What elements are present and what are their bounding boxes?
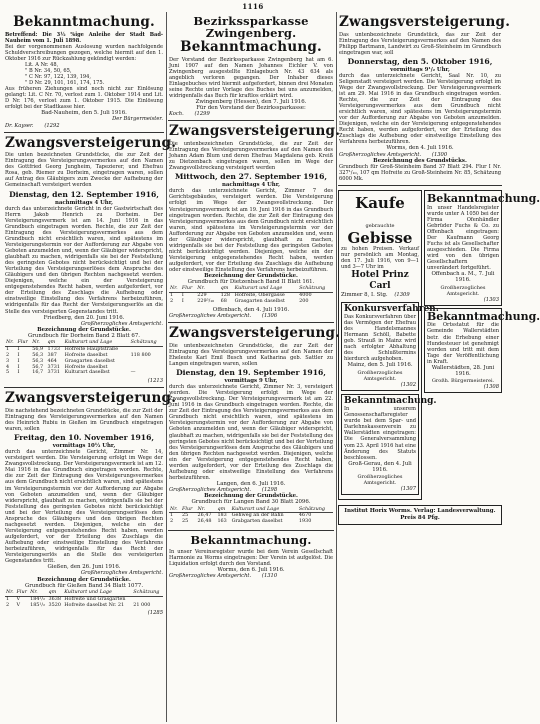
table-cell: 229⁵/₁₀: [197, 298, 215, 305]
ad-kaufe-gebisse: [338, 190, 439, 500]
table-cell: Hofreite daselbst: [64, 363, 108, 370]
column-header: Schätzung: [132, 590, 163, 596]
notice-title: Bekanntmachung.: [180, 39, 322, 55]
notice-body: In unserem Genossenschaftsregister wurde bei dem Spar- und Darlehnskassenverein zu Wallerstädten eingetragen: Die Generalversammlung vom 23. April 1916 hat eine Änderung des Statuts beschlossen.: [344, 406, 416, 461]
notice-body-2: Aus früheren Ziehungen sind noch nicht zur Einlösung gelangt: Lit. C Nr. 70, verlost zum 1. Oktober 1914 und Lit. D Nr. 176, verlost zum 1. Oktober 1915. Die Einlösung erfolgt bei der Stadtkasse hier.: [5, 85, 163, 111]
reference-number: (1302: [400, 381, 416, 388]
reference-number: (1310: [261, 572, 278, 579]
notice-intro: Betreffend: Die 3½ %ige Anleihe der Stadt Bad-Nauheim vom 1. Juli 1898.: [5, 31, 163, 44]
table-cell: 183: [217, 512, 227, 519]
notice-title: Zwangsversteigerung.: [339, 14, 511, 30]
column-header: qm: [220, 286, 234, 292]
table-cell: 184¹/₂: [30, 595, 45, 602]
table-cell: V: [16, 595, 21, 602]
table-cell: I: [17, 363, 20, 370]
column-header: Kulturart und Lage: [63, 590, 132, 596]
property-subheading: Grundbuch für Langen Band 30 Blatt 2096.: [191, 499, 311, 506]
table-cell: 26,48: [197, 518, 212, 525]
column-header: Nr.: [197, 507, 217, 513]
table-cell: 464: [47, 357, 57, 364]
signature-line: Für den Vorstand der Bezirkssparkasse:: [196, 105, 306, 112]
notice-konkursverfahren: [341, 302, 439, 391]
table-cell: 3638: [48, 595, 61, 602]
column-header: Schätzung: [298, 286, 333, 292]
table-cell: 56,9: [32, 346, 44, 353]
property-heading: Bezeichnung der Grundstücke.: [204, 273, 298, 280]
auction-date: Dienstag, den 19. September 1916,: [176, 367, 326, 377]
notice-body: Bei der vorgenommenen Auslosung wurden nachfolgende Schuldverschreibungen gezogen, welche hiermit auf den 1. Oktober 1916 zur Rückzahlung gekündigt werden:: [5, 43, 163, 62]
notice-title: Bekanntmachung.: [13, 14, 155, 30]
property-heading: Bezeichnung der Grundstücke.: [37, 326, 131, 333]
property-subheading: Grundbuch für Dietzenbach Band II Blatt 161.: [187, 279, 315, 286]
table-cell: 4: [6, 363, 10, 370]
page-number: 1116: [242, 2, 264, 11]
property-table: [169, 507, 333, 525]
notice-body: Der Vorstand der Bezirkssparkasse Zwingenberg hat am 6. Juni 1907 auf den Namen Johannes Eichler V. von Zwingenberg ausgestellte Einlagebuch Nr. 43 634 als angeblich verloren gegangen. Der Inhaber dieses Einlagebuches wird hiermit aufgefordert, binnen drei Monaten seine Rechte unter Vorlage des Buches bei uns anzumelden, widrigenfalls das Buch für kraftlos erklärt wird.: [169, 56, 333, 99]
table-cell: 387: [47, 351, 57, 358]
column-header: Kulturart und Lage: [64, 340, 130, 346]
notice-body-2: durch das unterzeichnete Gericht, Zimmer Nr. 3, versteigert werden. Die Versteigerung erfolgt im Wege der Zwangsvollstreckung. Der Versteigerungsvermerk ist am 22. Juni 1916 in das Grundbuch eingetragen worden. Rechte, die zur Zeit der Eintragung des Versteigerungsvermerkes aus dem Grundbuch nicht ersichtlich waren, sind spätestens im Versteigerungstermin vor der Aufforderung zur Abgabe von Geboten anzumelden und, wenn der Gläubiger widerspricht, glaubhaft zu machen, widrigenfalls sie bei der Feststellung des geringsten Gebotes nicht berücksichtigt und bei der Verteilung des Versteigerungserlöses dem Anspruche des Gläubigers und den übrigen Rechten nachgesetzt werden. Diejenigen, welche ein der Versteigerung entgegenstehendes Recht haben, werden aufgefordert, vor der Erteilung des Zuschlags die Aufhebung oder einstweilige Einstellung des Verfahrens herbeizuführen.: [169, 384, 333, 481]
property-table: [5, 590, 163, 608]
notice-title: Zwangsversteigerung.: [5, 134, 177, 151]
court-name: Großherzogliches Amtsgericht.: [169, 487, 252, 494]
table-cell: Hofreite daselbst Nr. 21: [64, 601, 125, 608]
column-header: Nr.: [196, 286, 219, 292]
table-cell: 1: [170, 292, 174, 299]
reference-number: (1292: [44, 122, 60, 129]
notice-vereinsregister: [168, 531, 334, 582]
table-cell: 118 800: [130, 351, 151, 358]
column-header: Nr.: [31, 340, 46, 346]
printer-footer: Institut Horix Worms. Verlag: Landesverwaltung. Preis 84 Pfg.: [338, 505, 502, 525]
column-header: Nr.: [5, 340, 16, 346]
column-header: qm: [48, 590, 64, 596]
table-cell: I: [17, 351, 20, 358]
column-header: Kulturart und Lage: [234, 286, 299, 292]
property-heading: Bezeichnung der Grundstücke.: [204, 493, 298, 500]
notice-zwangsversteigerung-dietzenbach: [168, 121, 341, 323]
table-row: [169, 299, 333, 305]
table-cell: Grabgarten daselbst: [231, 518, 283, 525]
table-cell: 4670: [298, 512, 312, 519]
property-subheading: Grundbuch für Gießen Band 34 Blatt 1077.: [24, 582, 144, 589]
table-cell: Hofreite, Obergasse: [234, 292, 285, 299]
sender: Der Bürgermeister.: [112, 116, 163, 123]
notice-body: Die Ortsstatut für die Gemeinde Wallerstädten betr. die Erhebung einer Hundesteuer ist genehmigt worden und tritt mit dem Tage der Veröffentlichung in Kraft.: [427, 322, 499, 365]
notice-title: Bekanntmachung.: [427, 192, 540, 206]
table-cell: I: [17, 369, 20, 376]
notice-body: Die untenbezeichneten Grundstücke, die zur Zeit der Eintragung des Versteigerungsvermerkes auf den Namen der Eheleute Karl Emil Busch und Katharina geb. Sattler zu Langen eingetragen waren, sollen: [169, 342, 333, 367]
column-header: Nr.: [169, 507, 181, 513]
notice-hundesteuer: [424, 308, 540, 393]
column-header: Nr.: [6, 588, 14, 595]
court-name: Großherzogliches Amtsgericht.: [80, 320, 163, 327]
column-header: Flur: [181, 507, 197, 513]
reference-number: (1298: [261, 487, 278, 494]
table-cell: 3731: [47, 363, 60, 370]
table-cell: 1930: [298, 518, 312, 525]
table-cell: I: [17, 357, 20, 364]
place-date: Langen, den 6. Juli 1916.: [216, 480, 286, 487]
reference-number: (1306: [261, 313, 278, 320]
table-cell: 5: [6, 369, 10, 376]
notice-bekanntmachung-anleihe: [4, 12, 164, 133]
column-header: Schätzung: [130, 340, 163, 346]
table-cell: 56,7: [32, 363, 44, 370]
table-cell: Grasgarten daselbst: [234, 298, 285, 305]
newspaper-page: [4, 2, 540, 722]
column-header: Nr.: [29, 590, 47, 596]
reference-number: (1299: [194, 111, 210, 118]
court-name: Großherzogliches Amtsgericht.: [80, 570, 163, 577]
table-cell: 2: [170, 518, 174, 525]
signature: Dr. Kayser.: [5, 122, 34, 129]
court-name: Großherzogliches Amtsgericht.: [357, 474, 403, 487]
notice-zwangsversteigerung-giessen: [4, 388, 177, 619]
reference-number: (1300: [431, 151, 448, 158]
place-date: Bad-Nauheim, den 5. Juli 1916.: [41, 110, 127, 117]
signature: Großh. Bürgermeisterei.: [431, 378, 495, 385]
auction-date: Freitag, den 10. November 1916,: [13, 433, 154, 443]
place-date: Offenbach, den 4. Juli 1916.: [212, 306, 290, 313]
notice-body: Das untenbezeichnete Grundstück, das zur Zeit der Eintragung des Versteigerungsvermerkes auf den Namen des Philipp Bartmann, Landwirt zu Groß-Steinheim im Grundbuch eingetragen war, soll: [339, 31, 501, 56]
notice-zwangsversteigerung-dorheim: [4, 133, 177, 389]
notice-body: Das Konkursverfahren über das Vermögen der Ehefrau des Handelsmannes Hermann Schöll, Babette geb. Strauß in Mainz wird nach erfolgter Abhaltung des Schlußtermins hierdurch aufgehoben.: [344, 314, 416, 363]
table-cell: Hofreite und Grasgarten: [64, 595, 126, 602]
table-cell: 25: [182, 518, 189, 525]
ad-headline-kaufe: Kaufe: [355, 194, 405, 213]
place-date: Wallerstädten, 28. Juni 1916.: [431, 364, 495, 377]
table-cell: 16,7: [32, 369, 44, 376]
notice-body: In unser Vereinsregister wurde bei dem Verein Gesellschaft Harmonie zu Worms eingetragen: Der Verein ist aufgelöst. Die Liquidation erfolgt durch den Vorstand.: [169, 548, 333, 567]
table-cell: —: [130, 369, 136, 376]
notice-zwangsversteigerung-langen: [168, 323, 341, 531]
table-cell: 26,47: [197, 512, 212, 519]
table-cell: I: [17, 346, 20, 353]
notice-title: Konkursverfahren.: [344, 303, 439, 314]
table-cell: 1: [6, 346, 10, 353]
notice-genossenschaftsregister: [341, 394, 437, 495]
table-cell: Hofreite daselbst: [64, 351, 108, 358]
table-cell: I: [181, 292, 184, 299]
table-cell: 1: [170, 512, 174, 519]
column-header: Kulturart und Lage: [231, 507, 298, 513]
table-cell: 128: [220, 292, 230, 299]
list-item: Lit. A Nr. 48,: [25, 61, 59, 68]
property-line: Grundbuch für Groß-Steinheim Band 37 Blatt 294. Flur I Nr. 327¹/₁₀, 107 qm Hofreite zu Groß-Steinheim Nr. 85, Schätzung 6000 Mk.: [339, 164, 501, 183]
auction-time: vormittags 9 Uhr,: [224, 377, 278, 384]
table-cell: 56,3: [32, 357, 44, 364]
table-cell: 2: [6, 351, 10, 358]
place-date: Offenbach a. M., 7. Juli 1916.: [431, 271, 495, 284]
table-row: [169, 519, 333, 525]
notice-body: Die unten bezeichneten Grundstücke, die zur Zeit der Eintragung des Versteigerungsvermerkes auf den Namen des Gottfried Georg Jungheim, Tapezierer, und Ehefrau Rosa, geb. Riemer zu Dorheim, eingetragen waren, sollen auf Antrag des Gläubigers zum Zwecke der Aufhebung der Gemeinschaft versteigert werden: [5, 152, 163, 189]
ad-subline: gebrauchte: [365, 223, 395, 230]
notice-body-2: durch das unterzeichnete Gericht, Saal Nr. 10, zu Seligenstadt versteigert werden. Die Versteigerung erfolgt im Wege der Zwangsvollstreckung. Der Versteigerungsvermerk ist am 29. Mai 1916 in das Grundbuch eingetragen worden. Rechte, die zur Zeit der Eintragung des Versteigerungsvermerkes aus dem Grundbuch nicht ersichtlich waren, sind spätestens im Versteigerungstermin vor der Aufforderung zur Abgabe von Geboten anzumelden. Diejenigen, welche ein der Versteigerung entgegenstehendes Recht haben, werden aufgefordert, vor der Erteilung des Zuschlags die Aufhebung oder einstweilige Einstellung des Verfahrens herbeizuführen.: [339, 72, 501, 146]
table-cell: I: [181, 298, 184, 305]
table-cell: 3731: [47, 369, 60, 376]
reference-number: (1307: [400, 486, 416, 493]
court-name: Großherzogliches Amtsgericht.: [357, 369, 403, 382]
court-name: Großherzogliches Amtsgericht.: [169, 572, 252, 579]
notice-bezirkssparkasse: [168, 12, 334, 121]
column-2: [168, 12, 341, 722]
property-heading: Bezeichnung des Grundstücks.: [373, 157, 467, 164]
auction-date: Dienstag, den 12. September 1916,: [9, 189, 159, 199]
ad-column-right: [424, 188, 540, 502]
table-cell: Gehweg an der Bahn: [231, 512, 284, 519]
table-cell: 68: [220, 298, 227, 305]
place-date: Gießen, den 26. Juni 1916.: [47, 564, 121, 571]
table-cell: Hofreite Hauptstraße: [64, 346, 119, 353]
table-cell: 229: [197, 292, 207, 299]
table-row: [5, 370, 163, 376]
table-cell: 56,3: [32, 351, 44, 358]
column-3: [338, 12, 540, 722]
notice-body-2: durch das unterzeichnete Gericht, Zimmer Nr. 14, versteigert werden. Die Versteigerung erfolgt im Wege der Zwangsvollstreckung. Der Versteigerungsvermerk ist am 12. Mai 1916 in das Grundbuch eingetragen worden. Rechte, die zur Zeit der Eintragung des Versteigerungsvermerkes aus dem Grundbuch nicht ersichtlich waren, sind spätestens im Versteigerungstermin vor der Aufforderung zur Abgabe von Geboten anzumelden und, wenn der Gläubiger widerspricht, glaubhaft zu machen, widrigenfalls sie bei der Feststellung des geringsten Gebotes nicht berücksichtigt und bei der Verteilung des Versteigerungserlöses dem Anspruche des Gläubigers und den übrigen Rechten nachgesetzt werden. Diejenigen, welche ein der Versteigerung entgegenstehendes Recht haben, werden aufgefordert, vor der Erteilung des Zuschlags die Aufhebung oder einstweilige Einstellung des Verfahrens herbeizuführen, widrigenfalls für das Recht der Versteigerungserlös an die Stelle des versteigerten Gegenstandes tritt.: [5, 449, 163, 565]
property-table: [169, 286, 333, 304]
table-cell: 25: [182, 512, 189, 519]
property-heading: Bezeichnung der Grundstücke.: [37, 576, 131, 583]
ad-hotel-name: Hotel Prinz Carl: [351, 270, 409, 292]
court-name: Großherzogliches Amtsgericht.: [169, 313, 252, 320]
table-cell: 1733: [47, 346, 60, 353]
notice-body-2: durch das unterzeichnete Gericht in der Gastwirtschaft des Herrn Jakob Henrich zu Dorheim. Der Versteigerungsvermerk ist am 14. Juni 1916 in das Grundbuch eingetragen worden. Rechte, die zur Zeit der Eintragung des Versteigerungsvermerkes aus dem Grundbuch nicht ersichtlich waren, sind spätestens im Versteigerungstermin vor der Aufforderung zur Abgabe von Geboten anzumelden und, wenn der Gläubiger widerspricht, glaubhaft zu machen, widrigenfalls sie bei der Feststellung des geringsten Gebotes nicht berücksichtigt und bei der Verteilung des Versteigerungserlöses dem Anspruche des Gläubigers und den übrigen Rechten nachgesetzt werden. Diejenigen, welche ein der Versteigerung entgegenstehendes Recht haben, werden aufgefordert, vor der Erteilung des Zuschlags die Aufhebung oder einstweilige Einstellung des Verfahrens herbeizuführen, widrigenfalls für das Recht der Versteigerungserlös an die Stelle des versteigerten Gegenstandes tritt.: [5, 205, 163, 315]
table-cell: 185¹/₂: [30, 601, 45, 608]
notice-title: Bekanntmachung.: [427, 309, 540, 323]
reference-number: (1285: [147, 610, 163, 617]
notice-title: Zwangsversteigerung.: [169, 123, 341, 140]
notice-body: Die nachstehend bezeichneten Grundstücke, die zur Zeit der Eintragung des Versteigerungsvermerkes auf den Namen des Heinrich Rubiu in Gießen im Grundbuch eingetragen waren, sollen: [5, 407, 163, 432]
table-cell: 1: [6, 595, 10, 602]
court-name: Großherzogliches Amtsgericht.: [339, 151, 422, 158]
auction-date: Donnerstag, den 5. Oktober 1916,: [347, 56, 493, 66]
property-subheading: Grundbuch für Dorheim Band 2 Blatt 67.: [28, 333, 140, 340]
table-cell: 2: [170, 298, 174, 305]
column-header: Schätzung: [298, 507, 333, 513]
table-cell: Grasgarten daselbst: [64, 357, 115, 364]
signature: Koch.: [169, 111, 184, 118]
auction-time: vormittags 10½ Uhr,: [52, 443, 116, 450]
table-cell: 3520: [48, 601, 61, 608]
notice-handelsregister: [424, 190, 540, 306]
place-date: Friedberg, den 20. Juni 1916.: [43, 314, 125, 321]
notice-header-bank: Bezirkssparkasse Zwingenberg.: [193, 14, 309, 40]
notice-body: In unser Handelsregister wurde unter A 1050 bei der Firma Ofenhändler Gebrüder Fuchs & Co. zu Offenbach eingetragen: Der Kaufmann Georg Fuchs ist als Gesellschafter ausgeschieden. Die Firma wird von den übrigen Gesellschaftern unverändert fortgeführt.: [427, 204, 499, 272]
ad-address: Zimmer 8, I. Stg.: [341, 292, 388, 299]
place-date: Groß-Gerau, den 4. Juli 1916.: [348, 460, 412, 473]
table-cell: V: [16, 601, 21, 608]
notice-zwangsversteigerung-steinheim: [338, 12, 511, 186]
auction-date: Mittwoch, den 27. September 1916,: [174, 172, 328, 182]
place-date: Mainz, den 5. Juli 1916.: [347, 362, 413, 369]
notice-title: Zwangsversteigerung.: [169, 325, 341, 342]
notice-title: Zwangsversteigerung.: [5, 390, 177, 407]
column-header: qm: [47, 340, 64, 346]
notice-body: Die untenbezeichneten Grundstücke, die zur Zeit der Eintragung des Versteigerungsvermerkes auf den Namen des Johann Adam Blum und deren Ehefrau Magdalena geb. Kreiß zu Dietzenbach eingetragen waren, sollen im Wege der Zwangsvollstreckung versteigert werden: [169, 140, 333, 172]
list-item: " B Nr. 34, 50, 65,: [25, 67, 72, 74]
column-header: Flur: [16, 590, 30, 596]
table-cell: 163: [217, 518, 227, 525]
draw-list: [5, 62, 163, 86]
list-item: " D Nr. 29, 101, 161, 174, 175.: [25, 79, 105, 86]
reference-number: (1308: [483, 384, 499, 391]
reference-number: (1303: [483, 296, 499, 303]
column-header: qm: [216, 507, 230, 513]
table-cell: Kulturart daselbst: [64, 369, 110, 376]
ad-row: [338, 188, 540, 502]
auction-time: nachmittags 4 Uhr,: [221, 182, 281, 189]
notice-body-2: durch das unterzeichnete Gericht, Zimmer 7 des Gerichtsgebäudes, versteigert werden. Die Versteigerung erfolgt im Wege der Zwangsvollstreckung. Der Versteigerungsvermerk ist am 19. Juni 1916 in das Grundbuch eingetragen worden. Rechte, die zur Zeit der Eintragung des Versteigerungsvermerkes aus dem Grundbuch nicht ersichtlich waren, sind spätestens im Versteigerungstermin vor der Aufforderung zur Abgabe von Geboten anzumelden und, wenn der Gläubiger widerspricht, glaubhaft zu machen, widrigenfalls sie bei der Feststellung des geringsten Gebotes nicht berücksichtigt werden. Diejenigen, welche ein der Versteigerung entgegenstehendes Recht haben, werden aufgefordert, vor der Erteilung des Zuschlags die Aufhebung oder einstweilige Einstellung des Verfahrens herbeizuführen.: [169, 188, 333, 273]
notice-title: Bekanntmachung.: [344, 395, 437, 406]
table-cell: 3: [6, 357, 10, 364]
table-row: [5, 603, 163, 609]
auction-time: nachmittags 4 Uhr,: [54, 199, 114, 206]
column-header: Flur: [181, 286, 196, 292]
notice-title: Bekanntmachung.: [190, 533, 312, 548]
place-date: Zwingenberg (Hessen), den 7. Juli 1916.: [195, 98, 307, 105]
court-name: Großherzogliches Amtsgericht.: [440, 284, 486, 297]
place-date: Worms, den 6. Juli 1916.: [217, 566, 285, 573]
column-header: Flur: [16, 340, 31, 346]
table-cell: 200: [299, 298, 309, 305]
table-cell: 4000: [299, 292, 312, 299]
reference-number: (1309: [394, 292, 410, 299]
columns: [4, 12, 540, 722]
reference-number: (1213: [147, 378, 163, 385]
place-date: Worms, den 4. Juli 1916.: [386, 145, 454, 152]
column-header: Nr.: [169, 286, 181, 292]
auction-time: vormittags 9¹/₂ Uhr,: [390, 66, 450, 73]
property-table: [5, 340, 163, 376]
list-item: " C Nr. 97, 122, 139, 194,: [25, 73, 92, 80]
ad-body: zu hohen Preisen. Verkauf nur persönlich am Montag, den 17. Juli 1916, von 9—1 und 3—7 Uhr im: [341, 246, 419, 271]
ad-headline-gebisse: Gebisse: [347, 229, 413, 248]
table-cell: 2: [6, 601, 10, 608]
table-cell: 21 000: [133, 601, 151, 608]
